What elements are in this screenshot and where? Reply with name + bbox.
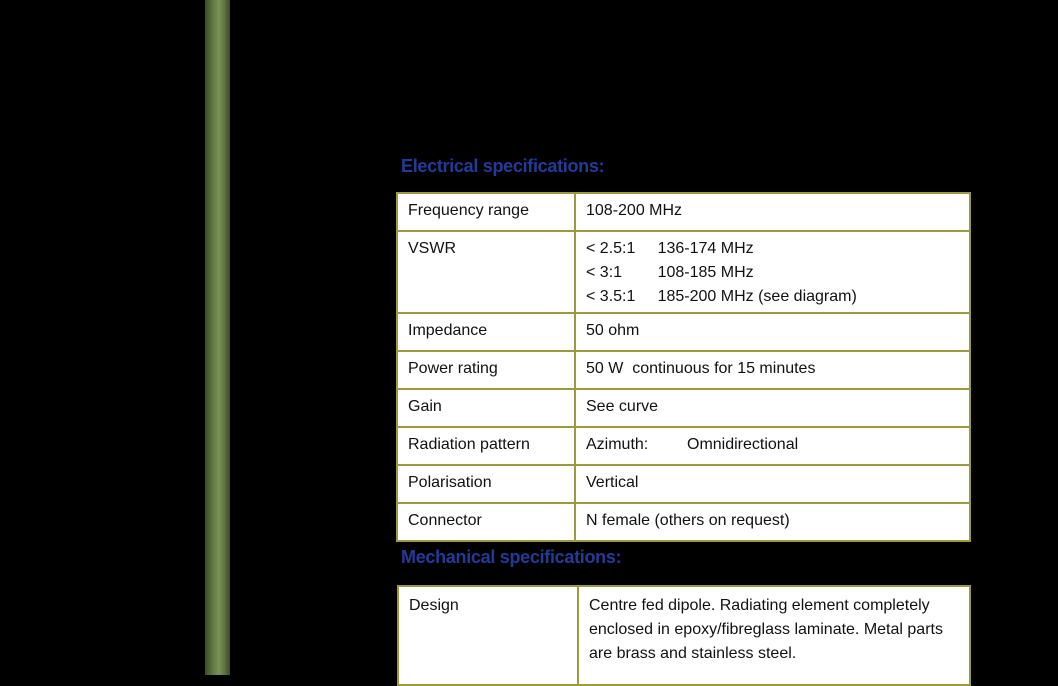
table-row bbox=[397, 465, 970, 503]
electrical-specifications-table bbox=[396, 192, 971, 542]
spec-label: Impedance bbox=[397, 313, 575, 351]
spec-value: Centre fed dipole. Radiating element completely enclosed in epoxy/fibreglass laminate. Metal parts are brass and stainless steel. bbox=[578, 586, 970, 685]
spec-value bbox=[575, 231, 970, 313]
spec-label: Connector bbox=[397, 503, 575, 541]
spec-value: N female (others on request) bbox=[575, 503, 970, 541]
electrical-specifications-heading: Electrical specifications: bbox=[401, 156, 605, 176]
spec-label: Power rating bbox=[397, 351, 575, 389]
spec-label: VSWR bbox=[397, 231, 575, 313]
spec-value: 50 W continuous for 15 minutes bbox=[575, 351, 970, 389]
spec-value bbox=[575, 427, 970, 465]
spec-value: See curve bbox=[575, 389, 970, 427]
mechanical-specifications-heading: Mechanical specifications: bbox=[401, 547, 622, 567]
spec-label: Polarisation bbox=[397, 465, 575, 503]
spec-label: Design bbox=[398, 586, 578, 685]
vswr-line: < 2.5:1 136-174 MHz bbox=[586, 240, 754, 257]
table-row bbox=[398, 586, 970, 685]
table-row bbox=[397, 193, 970, 231]
spec-value: 50 ohm bbox=[575, 313, 970, 351]
table-row bbox=[397, 231, 970, 313]
spec-label: Radiation pattern bbox=[397, 427, 575, 465]
table-row bbox=[397, 427, 970, 465]
spec-label: Frequency range bbox=[397, 193, 575, 231]
azimuth-value: Omnidirectional bbox=[687, 436, 799, 453]
table-row bbox=[397, 503, 970, 541]
azimuth-key: Azimuth: bbox=[586, 436, 649, 453]
table-row bbox=[397, 389, 970, 427]
vswr-line: < 3:1 108-185 MHz bbox=[586, 264, 754, 281]
spec-value: Vertical bbox=[575, 465, 970, 503]
side-accent-bar bbox=[205, 0, 230, 675]
table-row bbox=[397, 351, 970, 389]
mechanical-specifications-table bbox=[397, 585, 971, 686]
table-row bbox=[397, 313, 970, 351]
spec-label: Gain bbox=[397, 389, 575, 427]
spec-value: 108-200 MHz bbox=[575, 193, 970, 231]
vswr-line: < 3.5:1 185-200 MHz (see diagram) bbox=[586, 288, 857, 305]
